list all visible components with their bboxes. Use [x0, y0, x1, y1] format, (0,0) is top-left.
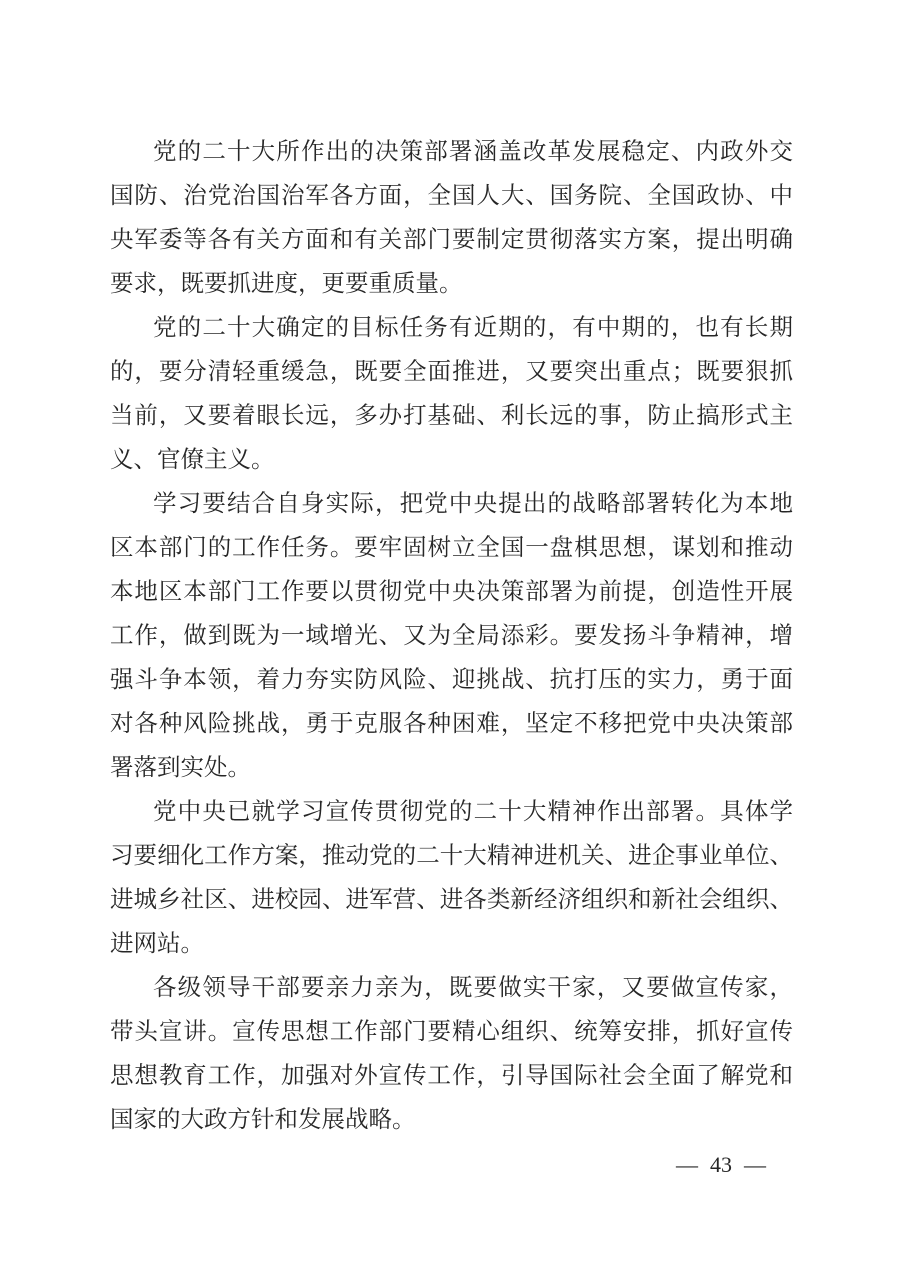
text-line: 义、官僚主义。 — [110, 447, 275, 473]
text-line: 央军委等各有关方面和有关部门要制定贯彻落实方案，提出明确 — [110, 227, 793, 253]
footer-right-dash: — — [744, 1152, 766, 1177]
document-body — [110, 130, 793, 1142]
text-line: 学习要结合自身实际，把党中央提出的战略部署转化为本地 — [153, 491, 793, 517]
paragraph — [110, 482, 793, 790]
text-line: 本地区本部门工作要以贯彻党中央决策部署为前提，创造性开展 — [110, 579, 793, 605]
text-line: 党的二十大所作出的决策部署涵盖改革发展稳定、内政外交 — [153, 139, 793, 165]
text-line: 国家的大政方针和发展战略。 — [110, 1107, 416, 1133]
text-line: 进网站。 — [110, 931, 204, 957]
paragraph — [110, 130, 793, 306]
text-line: 带头宣讲。宣传思想工作部门要精心组织、统筹安排，抓好宣传 — [110, 1019, 793, 1045]
footer-left-dash: — — [676, 1152, 698, 1177]
text-line: 思想教育工作，加强对外宣传工作，引导国际社会全面了解党和 — [110, 1063, 793, 1089]
text-line: 当前，又要着眼长远，多办打基础、利长远的事，防止搞形式主 — [110, 403, 793, 429]
text-line: 习要细化工作方案，推动党的二十大精神进机关、进企事业单位、 — [110, 843, 793, 869]
text-line: 各级领导干部要亲力亲为，既要做实干家，又要做宣传家， — [153, 975, 793, 1001]
page-number: 43 — [710, 1152, 732, 1177]
text-line: 党的二十大确定的目标任务有近期的，有中期的，也有长期 — [153, 315, 793, 341]
paragraph — [110, 790, 793, 966]
text-line: 强斗争本领，着力夯实防风险、迎挑战、抗打压的实力，勇于面 — [110, 667, 793, 693]
text-line: 的，要分清轻重缓急，既要全面推进，又要突出重点；既要狠抓 — [110, 359, 793, 385]
text-line: 区本部门的工作任务。要牢固树立全国一盘棋思想，谋划和推动 — [110, 535, 793, 561]
paragraph — [110, 306, 793, 482]
text-line: 署落到实处。 — [110, 755, 251, 781]
text-line: 对各种风险挑战，勇于克服各种困难，坚定不移把党中央决策部 — [110, 711, 793, 737]
page-footer — [676, 1150, 766, 1180]
text-line: 国防、治党治国治军各方面，全国人大、国务院、全国政协、中 — [110, 183, 793, 209]
text-line: 要求，既要抓进度，更要重质量。 — [110, 271, 463, 297]
text-line: 进城乡社区、进校园、进军营、进各类新经济组织和新社会组织、 — [110, 887, 793, 913]
text-line: 党中央已就学习宣传贯彻党的二十大精神作出部署。具体学 — [153, 799, 793, 825]
text-line: 工作，做到既为一域增光、又为全局添彩。要发扬斗争精神，增 — [110, 623, 793, 649]
paragraph — [110, 966, 793, 1142]
